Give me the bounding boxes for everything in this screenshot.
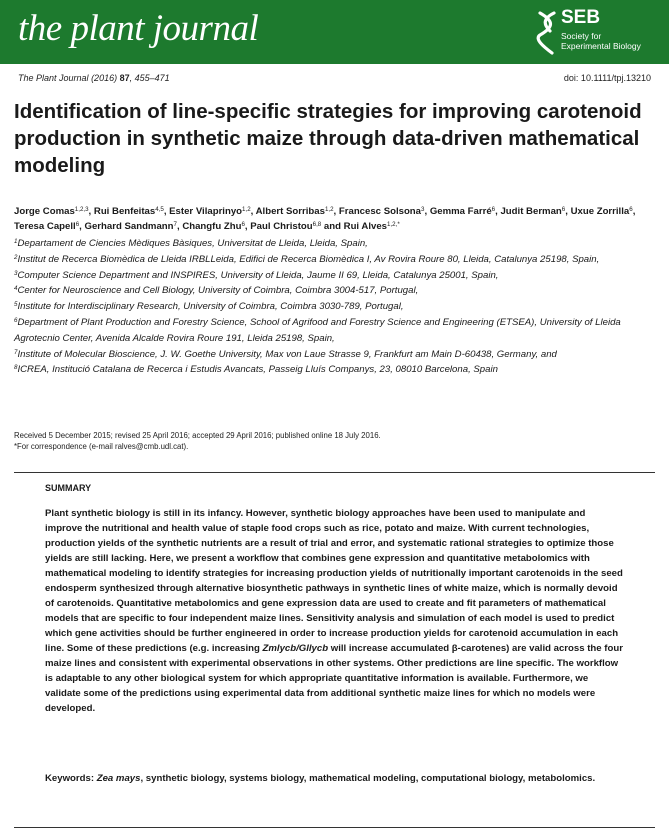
author-affiliation-marker: 6 bbox=[629, 206, 633, 213]
affiliation: $^7$Institute of Molecular Bioscience, J. W. Goethe University, Max von Laue Strasse 9, Frankfurt am Main D-60438, Germany, and bbox=[14, 348, 557, 360]
journal-name: the plant journal bbox=[18, 8, 259, 49]
author-name: Paul Christou bbox=[250, 220, 313, 232]
seb-logo bbox=[536, 9, 664, 57]
author-list: Jorge Comas$^{1,2,3}$, Rui Benfeitas$^{4,5}$, Ester Vilaprinyo$^{1,2}$, Albert Sorribas$^{1,2}$, Francesc Solsona$^3$, Gemma Farré$^6$, Judit Berman$^6$, Uxue Zorrilla$^6$, Teresa Capell$^6$, Gerhard Sandmann$^7$, Changfu Zhu$^6$, Paul Christou$^{6,8}$ and Rui Alves$^{1,2,*}$ bbox=[14, 206, 636, 232]
author-name: Judit Berman bbox=[500, 206, 562, 217]
author-affiliation-marker: 6 bbox=[561, 206, 566, 213]
author-name: Gerhard Sandmann bbox=[84, 220, 174, 232]
author-name: Jorge Comas bbox=[14, 206, 75, 217]
author-name: Ester Vilaprinyo bbox=[169, 206, 243, 217]
author-name: Changfu Zhu bbox=[182, 220, 242, 232]
summary-section bbox=[14, 472, 655, 816]
affiliation: $^2$Institut de Recerca Biomèdica de Lleida IRBLLeida, Edifici de Recerca Biomèdica I, Av Rovira Roure 80, Lleida, Catalunya 25198, Spain, bbox=[14, 253, 600, 265]
author-name: Rui Benfeitas bbox=[93, 206, 156, 217]
author-affiliation-marker: 6 bbox=[491, 206, 496, 213]
author-affiliation-marker: 1,2,3 bbox=[74, 206, 89, 213]
keywords: Keywords: Zea mays, synthetic biology, systems biology, mathematical modeling, computational biology, metabolomics. bbox=[45, 773, 596, 784]
logo-subtitle: Society for Experimental Biology bbox=[561, 31, 641, 51]
affiliation-list bbox=[14, 236, 659, 378]
divider bbox=[14, 472, 655, 473]
author-name: Gemma Farré bbox=[429, 206, 492, 217]
author-name: Francesc Solsona bbox=[338, 206, 422, 217]
author-affiliation-marker: 1,2 bbox=[324, 206, 334, 213]
author-affiliation-marker: 7 bbox=[173, 220, 177, 228]
author-affiliation-marker: 1,2 bbox=[242, 206, 251, 213]
author-name: Albert Sorribas bbox=[255, 206, 325, 217]
affiliation: $^5$Institute for Interdisciplinary Research, University of Coimbra, Coimbra 3030-789, Portugal, bbox=[14, 301, 404, 313]
paper-title: Identification of line-specific strategies for improving carotenoid production in synthetic maize through data-driven mathematical modeling bbox=[14, 100, 642, 177]
author-affiliation-marker: 6 bbox=[75, 220, 80, 228]
affiliation: $^6$Department of Plant Production and Forestry Science, School of Agrifood and Forestry Science and Engineering (ETSEA), University of Lleida Agrotecnio Center, Avenida Alcalde Rovira Roure 191, Lleida 25198, Spain, bbox=[14, 316, 621, 344]
author-affiliation-marker: 3 bbox=[421, 206, 425, 213]
author-name: Teresa Capell bbox=[14, 220, 76, 232]
dna-helix-icon bbox=[536, 11, 558, 55]
citation: The Plant Journal (2016) 87, 455–471 bbox=[18, 73, 170, 83]
affiliation: $^1$Departament de Ciencies Mèdiques Bàsiques, Universitat de Lleida, Lleida, Spain, bbox=[14, 238, 368, 249]
summary-text: Plant synthetic biology is still in its infancy. However, synthetic biology approaches have been used to manipulate and improve the nutritional and health value of staple food crops such as rice, potato and maize. With current technologies, production yields of the synthetic nutrients are a result of trial and error, and systematic rational strategies to optimize those yields are still lacking. Here, we present a workflow that combines gene expression and quantitative metabolomics with mathematical modeling to identify strategies for increasing production yields of nutritionally important carotenoids in the seed endosperm synthesized through alternative biosynthetic pathways in synthetic lines of white maize, which is normally devoid of carotenoids. Quantitative metabolomics and gene expression data are used to create and fit parameters of mathematical models that are specific to four independent maize lines. Sensitivity analysis and simulation of each model is used to predict which gene activities should be further engineered in order to increase production yields for carotenoid accumulation in each line. Some of these predictions (e.g. increasing Zmlycb/Gllycb will increase accumulated β-carotenes) are valid across the four maize lines and consistent with experimental observations in other systems. Other predictions are line specific. The workflow is adaptable to any other biological system for which appropriate quantitative information is available. Furthermore, we validate some of the predictions using experimental data from additional synthetic maize lines for which no models were developed. bbox=[45, 508, 623, 714]
affiliation: $^8$ICREA, Institució Catalana de Recerca i Estudis Avancats, Passeig Lluís Companys, 23, 08010 Barcelona, Spain bbox=[14, 364, 498, 376]
logo-text: SEB bbox=[561, 7, 601, 28]
author-affiliation-marker: 1,2,* bbox=[387, 220, 400, 228]
affiliation: $^4$Center for Neuroscience and Cell Biology, University of Coimbra, Coimbra 3004-517, Portugal, bbox=[14, 285, 419, 297]
author-name: Uxue Zorrilla bbox=[570, 206, 630, 217]
journal-banner bbox=[0, 0, 669, 64]
affiliation: $^3$Computer Science Department and INSPIRES, University of Lleida, Jaume II 69, Lleida, Catalunya 25001, Spain, bbox=[14, 269, 499, 281]
doi[interactable]: doi: 10.1111/tpj.13210 bbox=[563, 73, 651, 83]
author-name: Rui Alves bbox=[343, 220, 388, 232]
author-affiliation-marker: 4,5 bbox=[155, 206, 164, 213]
received-dates: Received 5 December 2015; revised 25 April 2016; accepted 29 April 2016; published online 18 July 2016. *For correspondence (e-mail ralves@cmb.udl.cat). bbox=[14, 430, 654, 452]
author-affiliation-marker: 6 bbox=[241, 220, 245, 228]
divider bbox=[14, 827, 655, 828]
correspondence: *For correspondence (e-mail ralves@cmb.udl.cat). bbox=[14, 442, 189, 451]
author-affiliation-marker: 6,8 bbox=[312, 220, 322, 228]
summary-heading: SUMMARY bbox=[45, 483, 92, 493]
